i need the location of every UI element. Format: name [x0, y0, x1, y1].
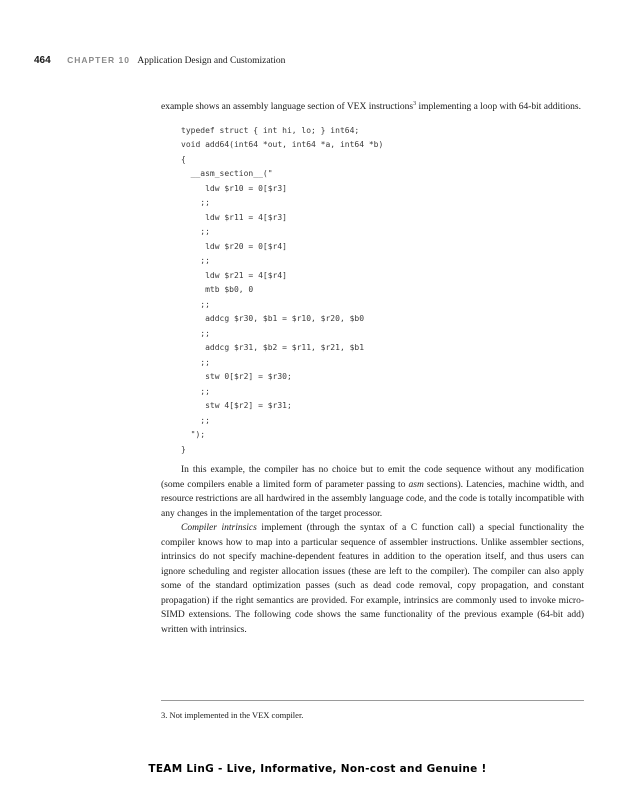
footnote-mark: 3 [413, 100, 417, 107]
code-line: addcg $r30, $b1 = $r10, $r20, $b0 [181, 314, 365, 323]
footer-banner: TEAM LinG - Live, Informative, Non-cost and Genuine ! [148, 763, 487, 775]
code-line: mtb $b0, 0 [181, 285, 254, 294]
code-line: ;; [181, 299, 210, 309]
code-line: addcg $r31, $b2 = $r11, $r21, $b1 [181, 343, 365, 352]
intro-text-after: implementing a loop with 64-bit additions. [416, 102, 581, 112]
code-line: __asm_section__(" [181, 169, 273, 178]
intro-paragraph [161, 100, 584, 115]
para2-italic-term: Compiler intrinsics [181, 523, 257, 533]
code-line: ;; [181, 328, 210, 338]
code-line: ldw $r21 = 4[$r4] [181, 270, 287, 280]
paragraph-2 [161, 521, 584, 637]
code-line: "); [181, 430, 206, 439]
intro-text: example shows an assembly language section of VEX instructions [161, 102, 414, 112]
footnote: 3. Not implemented in the VEX compiler. [161, 710, 304, 720]
code-line: stw 4[$r2] = $r31; [181, 401, 292, 410]
para2-text: implement (through the syntax of a C function call) a special functionality the compiler knows how to map into a particular sequence of assembler instructions. Unlike assembler sections, intrinsics do not specify machine-dependent features in addition to the operation itself, and thus users can ignore scheduling and register allocation issues (these are left to the compiler). The compiler can also apply some of the standard optimization passes (such as dead code removal, copy propagation, and constant propagation) if the right semantics are provided. For example, intrinsics are commonly used to invoke micro-SIMD extensions. The following code shows the same functionality of the previous example (64-bit add) written with intrinsics. [161, 523, 584, 635]
code-line: { [181, 154, 186, 164]
code-line: ldw $r11 = 4[$r3] [181, 212, 287, 222]
code-line: ;; [181, 198, 210, 207]
code-line: typedef struct { int hi, lo; } int64; [181, 125, 360, 135]
chapter-label: CHAPTER 10 [67, 55, 130, 65]
para1-text-before: In this example, the compiler has no choice but to emit the code sequence without any modification (some compilers enable a limited form of parameter passing to [161, 465, 584, 490]
para1-text-after: sections). Latencies, machine width, and resource restrictions are all hardwired in the assembly language code, and the code is totally incompatible with any changes in the implementation of the target processor. [161, 479, 585, 519]
page-body [161, 100, 584, 637]
code-line: stw 0[$r2] = $r30; [181, 372, 292, 381]
para1-italic: asm [408, 479, 424, 490]
code-line: ;; [181, 415, 210, 425]
chapter-title: Application Design and Customization [137, 56, 286, 66]
code-line: ;; [181, 386, 210, 396]
code-line: ldw $r20 = 0[$r4] [181, 241, 287, 251]
code-line: ;; [181, 357, 210, 367]
code-line: ;; [181, 227, 210, 236]
code-block [181, 124, 584, 458]
footnote-divider [161, 700, 584, 701]
page-header [34, 54, 595, 67]
code-line: ;; [181, 256, 210, 265]
code-line: void add64(int64 *out, int64 *a, int64 *b) [181, 140, 384, 149]
page-number: 464 [34, 55, 51, 66]
paragraph-1 [161, 463, 584, 521]
code-line: } [181, 444, 186, 454]
code-line: ldw $r10 = 0[$r3] [181, 183, 287, 193]
